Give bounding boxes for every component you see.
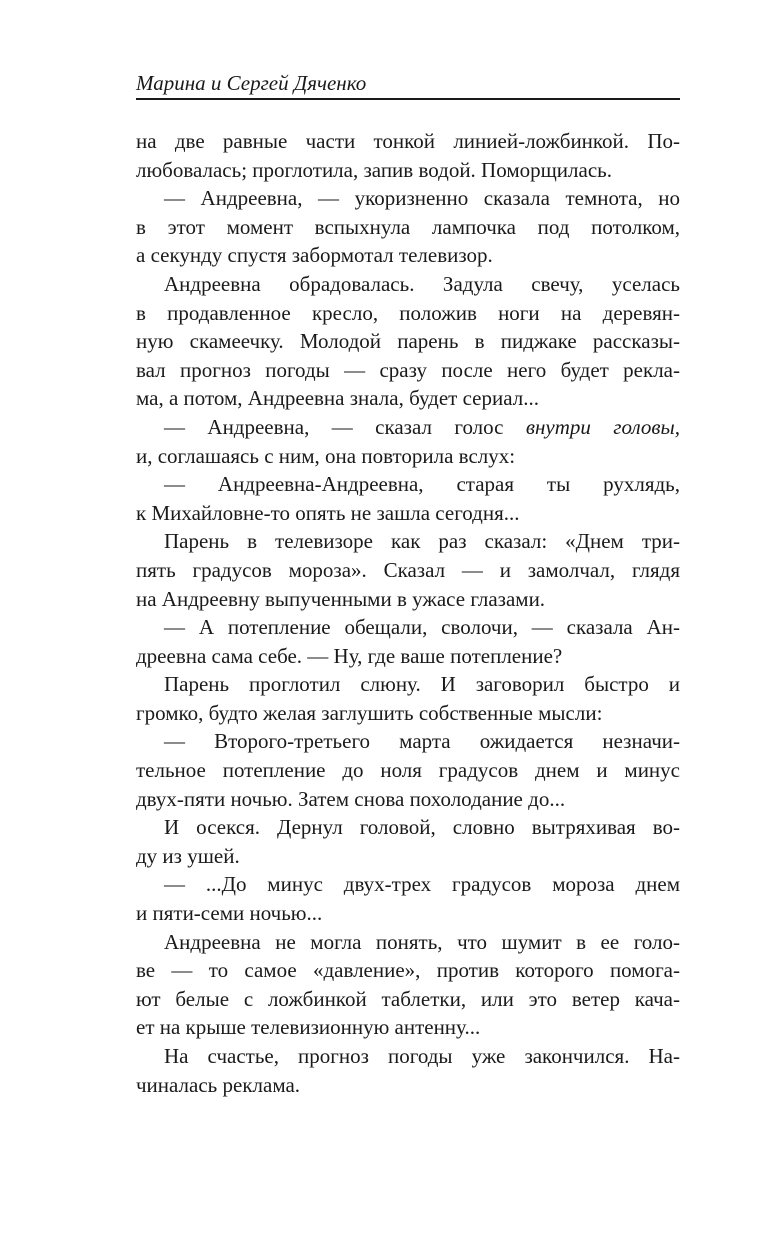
text-line-content: ве — то самое «давление», против которого помога- [136, 958, 680, 983]
text-line-content: на две равные части тонкой линией-ложбинкой. По- [136, 129, 680, 153]
text-line [136, 956, 680, 985]
text-line [136, 413, 680, 442]
text-line-content: любовалась; проглотила, запив водой. Поморщилась. [136, 157, 612, 182]
text-line [136, 613, 680, 642]
text-line [136, 1071, 680, 1100]
text-line [136, 642, 680, 671]
text-line [136, 527, 680, 556]
text-line [136, 442, 680, 471]
text-line [136, 213, 680, 242]
text-line-content: — Андреевна, — сказал голос [164, 414, 526, 439]
text-line [136, 813, 680, 842]
text-line-content: в этот момент вспыхнула лампочка под потолком, [136, 214, 680, 239]
text-line-content: и пяти-семи ночью... [136, 901, 323, 926]
text-line-content: Андреевна обрадовалась. Задула свечу, уселась [164, 271, 680, 296]
text-line [136, 127, 680, 156]
text-line [136, 1013, 680, 1042]
text-line [136, 470, 680, 499]
text-line [136, 727, 680, 756]
text-line [136, 585, 680, 614]
text-line-content: вал прогноз погоды — сразу после него будет рекла- [136, 357, 680, 382]
text-line-content: тельное потепление до ноля градусов днем и минус [136, 758, 680, 783]
text-line [136, 985, 680, 1014]
italic-phrase: внутри головы, [525, 414, 680, 439]
text-line-content: двух-пяти ночью. Затем снова похолодание до... [136, 786, 566, 811]
text-line-content: Андреевна не могла понять, что шумит в ее голо- [164, 929, 680, 954]
text-line-content: чиналась реклама. [136, 1072, 301, 1097]
text-line-content: пять градусов мороза». Сказал — и замолчал, глядя [136, 557, 680, 582]
text-line-content: — А потепление обещали, сволочи, — сказала Ан- [164, 615, 680, 640]
text-line-content: дреевна сама себе. — Ну, где ваше потепление? [136, 643, 563, 668]
text-line [136, 156, 680, 185]
text-line-content: ет на крыше телевизионную антенну... [136, 1015, 481, 1040]
text-line [136, 556, 680, 585]
text-line-content: на Андреевну выпученными в ужасе глазами. [136, 586, 546, 611]
text-line [136, 184, 680, 213]
running-header [136, 70, 680, 100]
text-line [136, 756, 680, 785]
text-line-content: — ...До минус двух-трех градусов мороза днем [164, 872, 680, 897]
text-line-content: а секунду спустя забормотал телевизор. [136, 243, 493, 268]
text-line-content: — Андреевна-Андреевна, старая ты рухлядь, [164, 472, 680, 497]
text-line [136, 270, 680, 299]
body-text [136, 127, 680, 1099]
text-line-content: Парень в телевизоре как раз сказал: «Днем три- [164, 529, 680, 554]
text-line [136, 785, 680, 814]
text-line-content: ную скамеечку. Молодой парень в пиджаке рассказы- [136, 329, 680, 354]
text-line-content: ду из ушей. [136, 843, 240, 868]
text-line-content: в продавленное кресло, положив ноги на деревян- [136, 300, 680, 325]
header-title: Марина и Сергей Дяченко [136, 71, 367, 95]
text-line [136, 327, 680, 356]
text-line-content: громко, будто желая заглушить собственные мысли: [136, 700, 603, 725]
text-line-content: и, соглашаясь с ним, она повторила вслух: [136, 443, 516, 468]
text-line-content: На счастье, прогноз погоды уже закончился. На- [164, 1044, 680, 1068]
text-line-content: — Андреевна, — укоризненно сказала темнота, но [164, 186, 680, 211]
text-line [136, 670, 680, 699]
text-line [136, 699, 680, 728]
text-line [136, 299, 680, 328]
text-line-content: — Второго-третьего марта ожидается незначи- [164, 729, 680, 754]
text-line-content: Парень проглотил слюну. И заговорил быстро и [164, 672, 680, 697]
text-line-content: ют белые с ложбинкой таблетки, или это ветер кача- [136, 986, 680, 1011]
text-line [136, 842, 680, 871]
text-line [136, 384, 680, 413]
text-line [136, 899, 680, 928]
text-line [136, 1042, 680, 1071]
text-line [136, 870, 680, 899]
text-line [136, 928, 680, 957]
text-line [136, 499, 680, 528]
text-line-content: к Михайловне-то опять не зашла сегодня... [136, 500, 520, 525]
text-line-content: И осекся. Дернул головой, словно вытряхивая во- [164, 815, 680, 840]
text-line-content: ма, а потом, Андреевна знала, будет сериал... [136, 386, 539, 411]
text-line [136, 356, 680, 385]
text-line [136, 241, 680, 270]
